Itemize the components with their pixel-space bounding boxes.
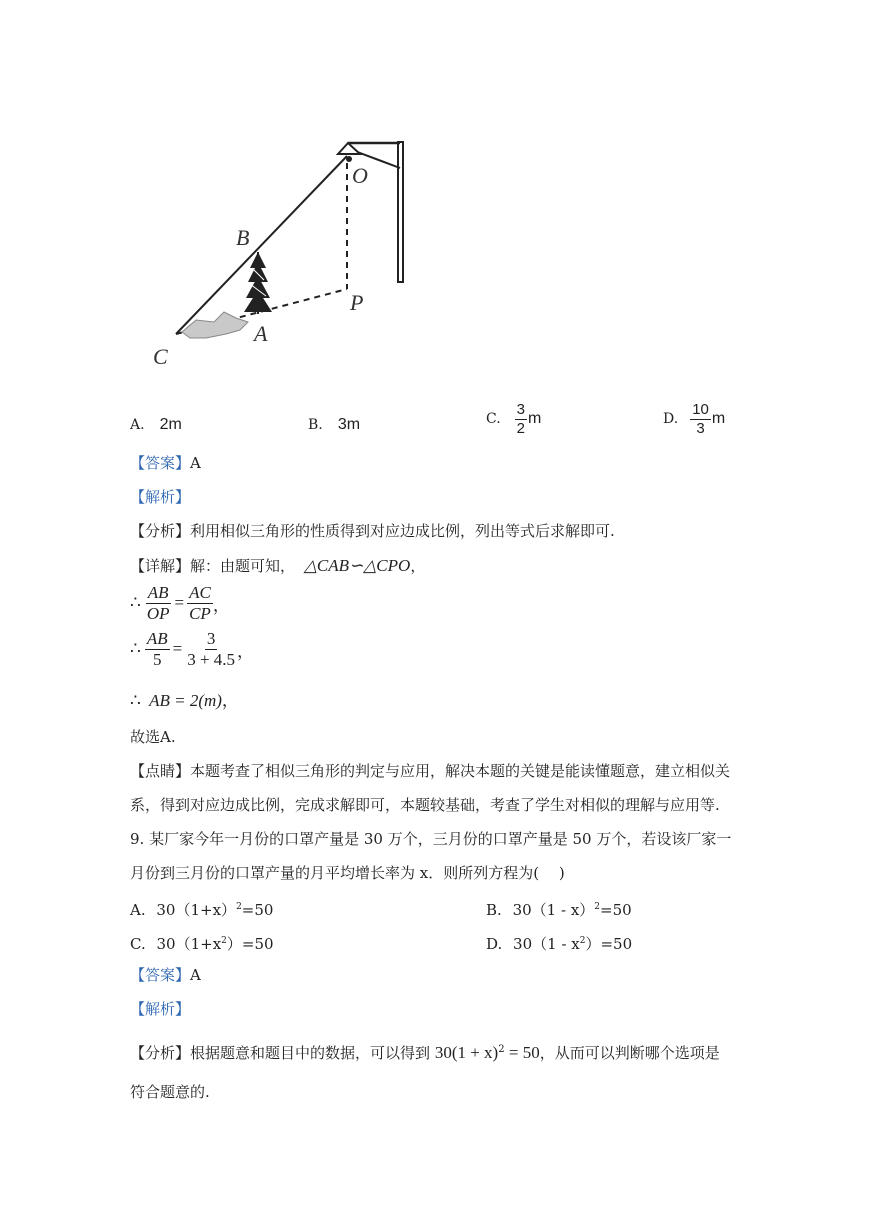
label-o: O (352, 163, 368, 188)
q8-dianjing-line2: 系，得到对应边成比例，完成求解即可，本题较基础，考查了学生对相似的理解与应用等. (130, 796, 720, 814)
tree-icon (244, 252, 272, 314)
q9-option-c: C. $30(1+x^2)=50$ (130, 935, 274, 953)
q9-fenxi: 【分析】根据题意和题目中的数据，可以得到 $30(1 + x)^2 = 50$，从而可以判断哪个选项是 (130, 1043, 720, 1062)
q8-conclusion: 故选A. (130, 728, 176, 746)
q8-jiexi: 【解析】 (130, 488, 191, 506)
lamp-head (338, 143, 360, 154)
q9-option-b: B. 30（1 - x）$^2$=50 (486, 901, 632, 919)
label-b: B (236, 225, 250, 250)
q9-answer: 【答案】A (130, 966, 201, 984)
q8-dianjing-line1: 【点睛】本题考查了相似三角形的判定与应用，解决本题的关键是能读懂题意，建立相似关 (130, 762, 731, 780)
q8-option-c: C. $\frac{3}{2}$ m (486, 401, 542, 437)
lamp-pole (398, 142, 403, 282)
q9-stem-line1: 9. 某厂家今年一月份的口罩产量是 30 万个，三月份的口罩产量是 50 万个，若设该厂家一 (130, 830, 732, 848)
q8-equation-3: ∴ AB = 2(m)， (130, 691, 239, 710)
q9-fenxi-line2: 符合题意的. (130, 1083, 210, 1101)
tree-shadow (182, 312, 248, 338)
q9-option-a: A. $30(1+x)^2=50$ (130, 901, 274, 919)
q8-fenxi: 【分析】利用相似三角形的性质得到对应边成比例，列出等式后求解即可. (130, 522, 615, 540)
label-a: A (254, 321, 268, 346)
q8-option-a: A. 2m (130, 416, 182, 433)
label-c: C (153, 344, 168, 369)
q8-option-b: B. 3m (308, 416, 361, 433)
geometry-figure (140, 130, 440, 380)
q8-xiangjie: 【详解】解：由题可知， △CAB∽△CPO， (130, 556, 426, 575)
q9-stem-line2: 月份到三月份的口罩产量的月平均增长率为 x．则所列方程为( ) (130, 864, 565, 882)
q8-option-d: D. $\frac{10}{3}$ m (663, 401, 726, 437)
label-p: P (350, 290, 364, 315)
q9-jiexi: 【解析】 (130, 1000, 191, 1018)
q8-equation-1: ∴ $\frac{AB}{OP}$ = $\frac{AC}{CP}$ ， (130, 583, 230, 623)
q8-answer: 【答案】A (130, 454, 201, 472)
q8-equation-2: ∴ $\frac{AB}{5}$ = $\frac{3}{3 + 4.5}$ ， (130, 629, 255, 669)
q9-option-d: D. $30(1 - x^2)=50$ (486, 935, 633, 953)
